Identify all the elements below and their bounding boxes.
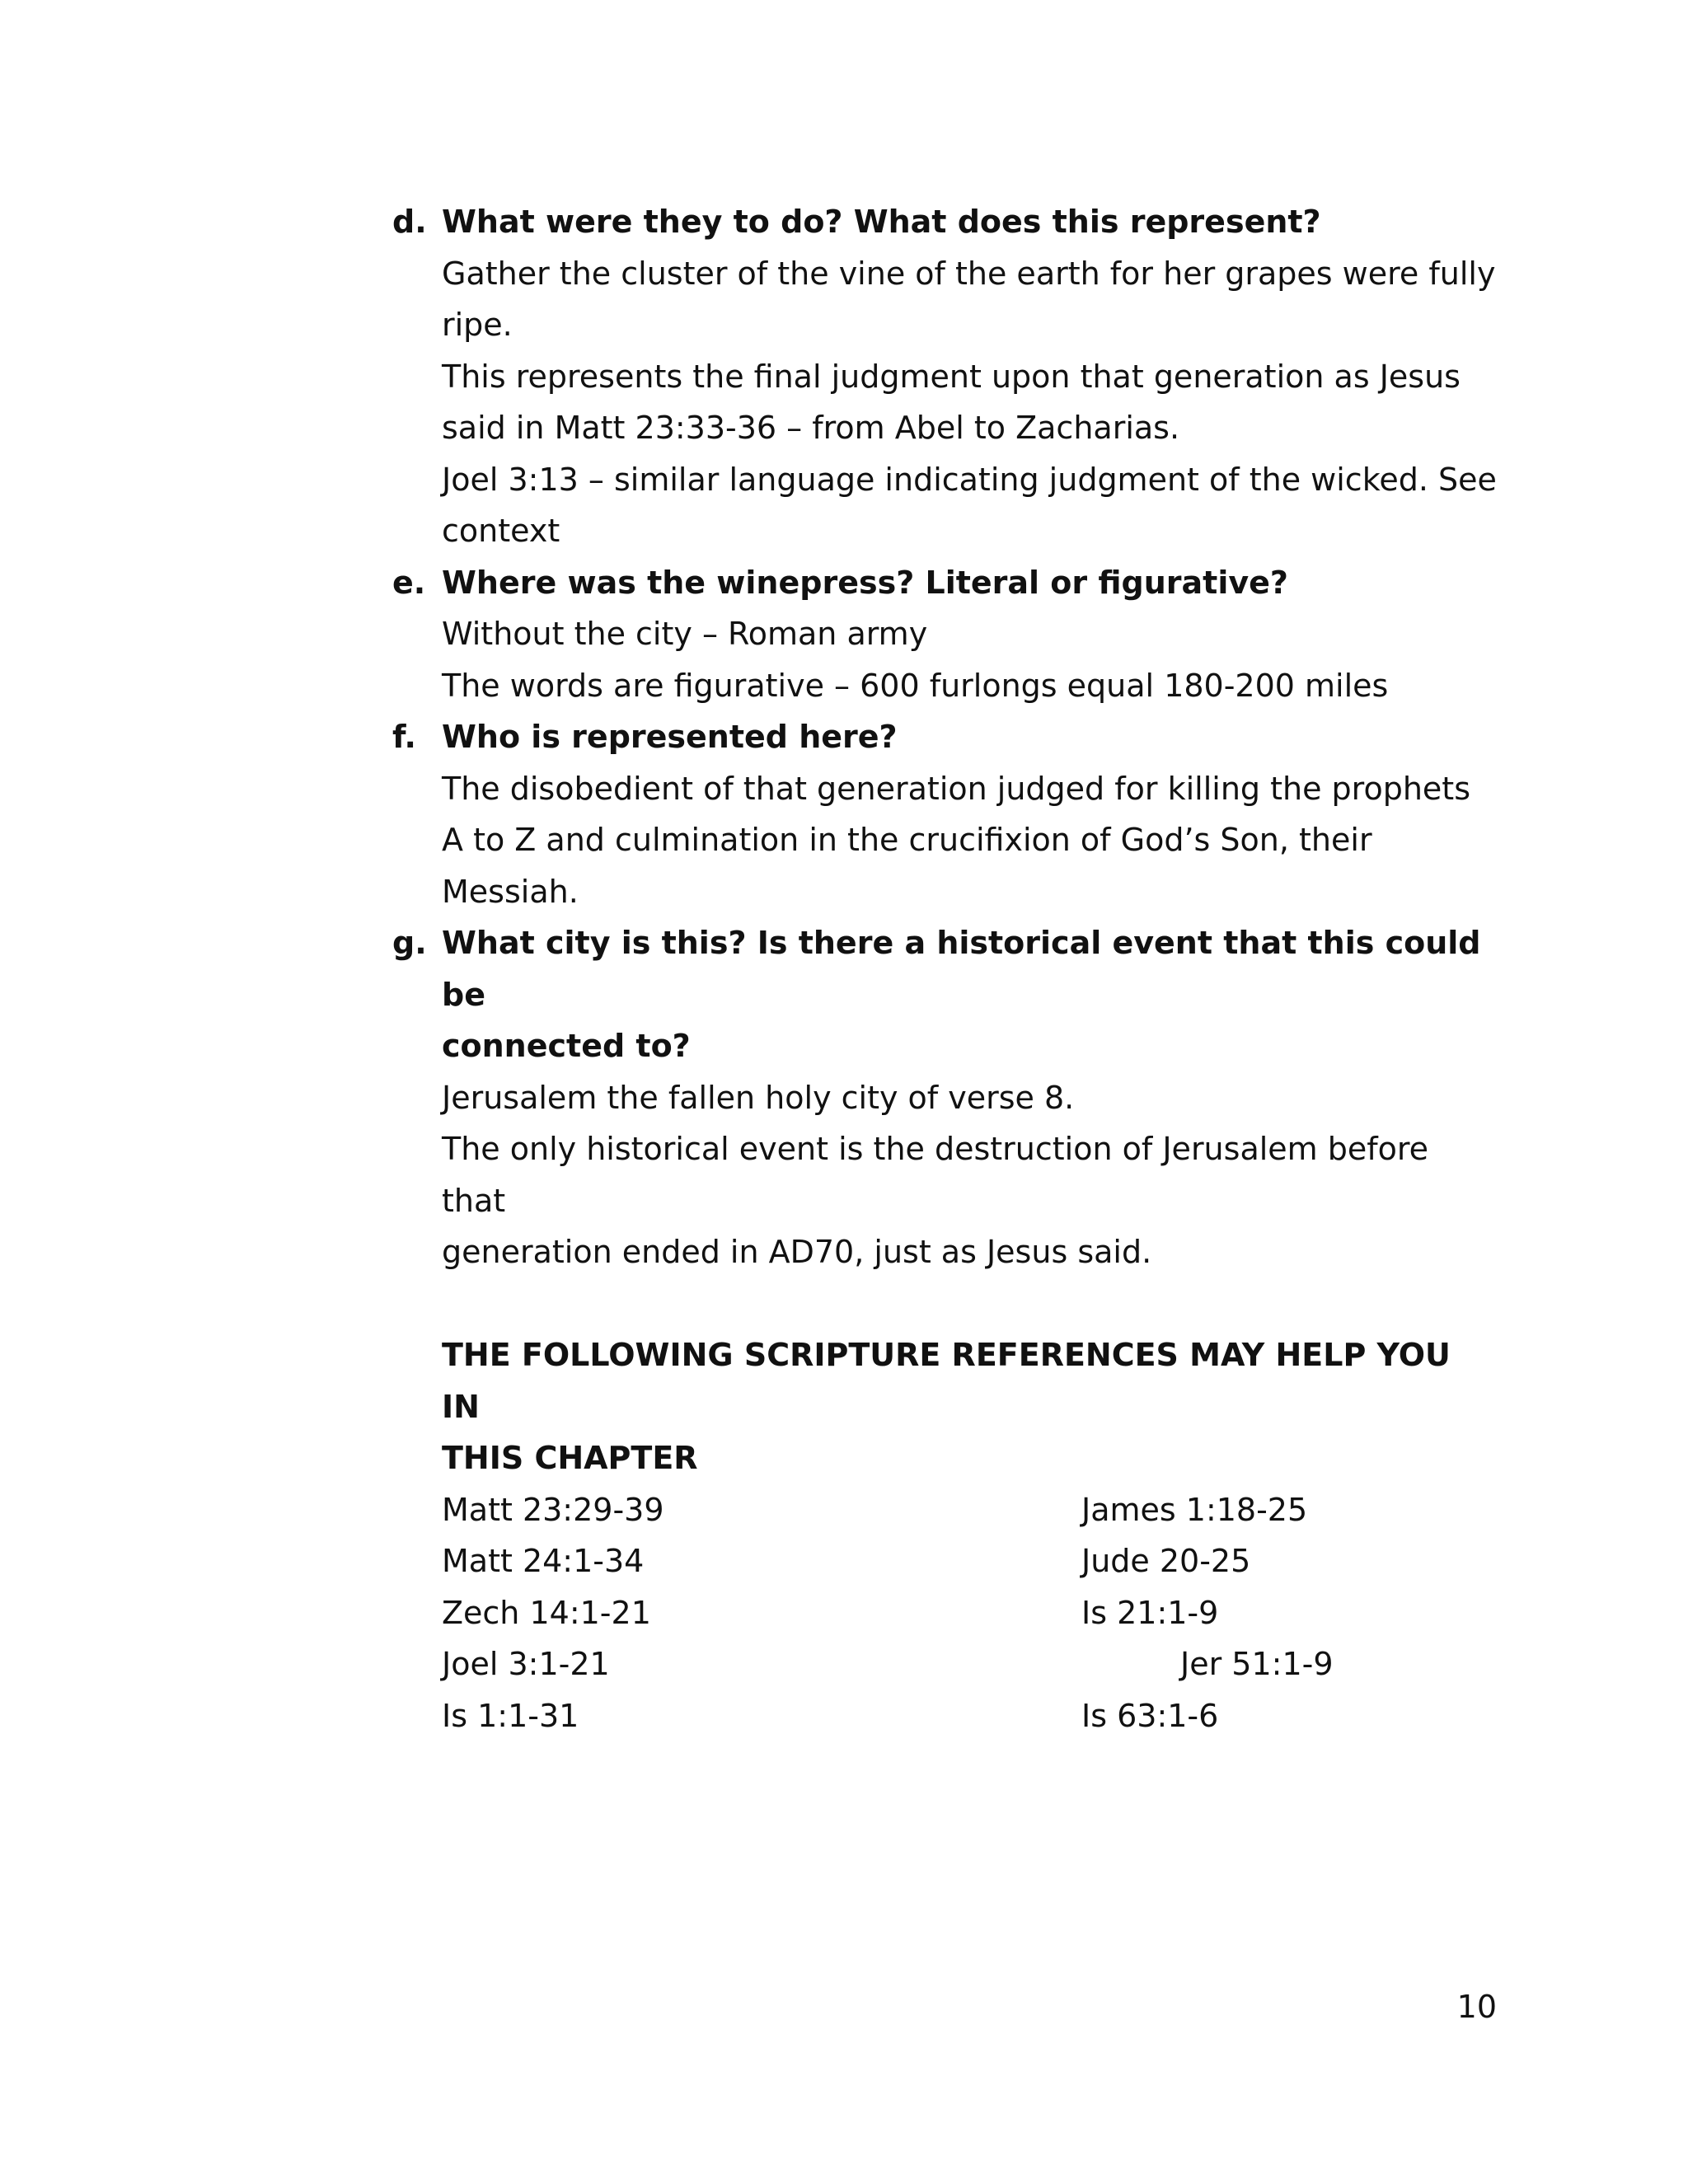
answer-line: said in Matt 23:33-36 – from Abel to Zacharias. [442, 410, 1180, 446]
reference-right: Is 63:1-6 [1081, 1697, 1219, 1734]
question-text: Where was the winepress? Literal or figurative? [442, 564, 1288, 601]
answer-line: context [442, 513, 560, 549]
answer-line: Gather the cluster of the vine of the earth for her grapes were fully [442, 255, 1496, 292]
answer-line: The words are figurative – 600 furlongs equal 180-200 miles [442, 667, 1389, 704]
reference-left: Matt 24:1-34 [442, 1543, 645, 1579]
answer-line: The disobedient of that generation judged for killing the prophets [442, 770, 1470, 807]
question-text: What were they to do? What does this represent? [442, 204, 1321, 240]
question-item-f [392, 711, 1497, 917]
answer-line: Joel 3:13 – similar language indicating judgment of the wicked. See [442, 461, 1497, 498]
reference-right: Jude 20-25 [1081, 1543, 1251, 1579]
question-item-e [392, 557, 1497, 712]
reference-row [442, 1587, 1497, 1639]
reference-left: Is 1:1-31 [442, 1697, 579, 1734]
scripture-references [392, 1329, 1497, 1741]
reference-left: Matt 23:29-39 [442, 1491, 664, 1528]
reference-right: Jer 51:1-9 [1180, 1646, 1334, 1682]
reference-left: Joel 3:1-21 [442, 1646, 610, 1682]
question-text: Who is represented here? [442, 719, 898, 755]
reference-row [442, 1638, 1497, 1690]
question-item-g [392, 917, 1497, 1278]
list-marker: f. [392, 719, 416, 755]
references-heading: THIS CHAPTER [442, 1440, 698, 1476]
page-number: 10 [1456, 1989, 1497, 2025]
question-item-d [392, 196, 1497, 557]
answer-line: Jerusalem the fallen holy city of verse 8. [442, 1079, 1075, 1116]
reference-right: Is 21:1-9 [1081, 1594, 1219, 1631]
reference-row [442, 1535, 1497, 1587]
answer-line: Without the city – Roman army [442, 616, 928, 652]
answer-line: A to Z and culmination in the crucifixion of God’s Son, their [442, 822, 1372, 858]
answer-line: ripe. [442, 307, 513, 343]
references-heading: THE FOLLOWING SCRIPTURE REFERENCES MAY HELP YOU IN [442, 1337, 1451, 1425]
list-marker: d. [392, 204, 427, 240]
answer-line: This represents the final judgment upon that generation as Jesus [442, 358, 1461, 395]
answer-line: The only historical event is the destruction of Jerusalem before that [442, 1131, 1439, 1219]
reference-row [442, 1690, 1497, 1742]
answer-line: generation ended in AD70, just as Jesus said. [442, 1234, 1152, 1270]
reference-right: James 1:18-25 [1081, 1491, 1308, 1528]
reference-row [442, 1484, 1497, 1536]
page-content [392, 196, 1497, 1741]
reference-left: Zech 14:1-21 [442, 1594, 651, 1631]
question-text: What city is this? Is there a historical event that this could be [442, 925, 1492, 1013]
list-marker: g. [392, 925, 427, 961]
question-text: connected to? [442, 1028, 691, 1064]
answer-line: Messiah. [442, 873, 579, 910]
list-marker: e. [392, 564, 426, 601]
